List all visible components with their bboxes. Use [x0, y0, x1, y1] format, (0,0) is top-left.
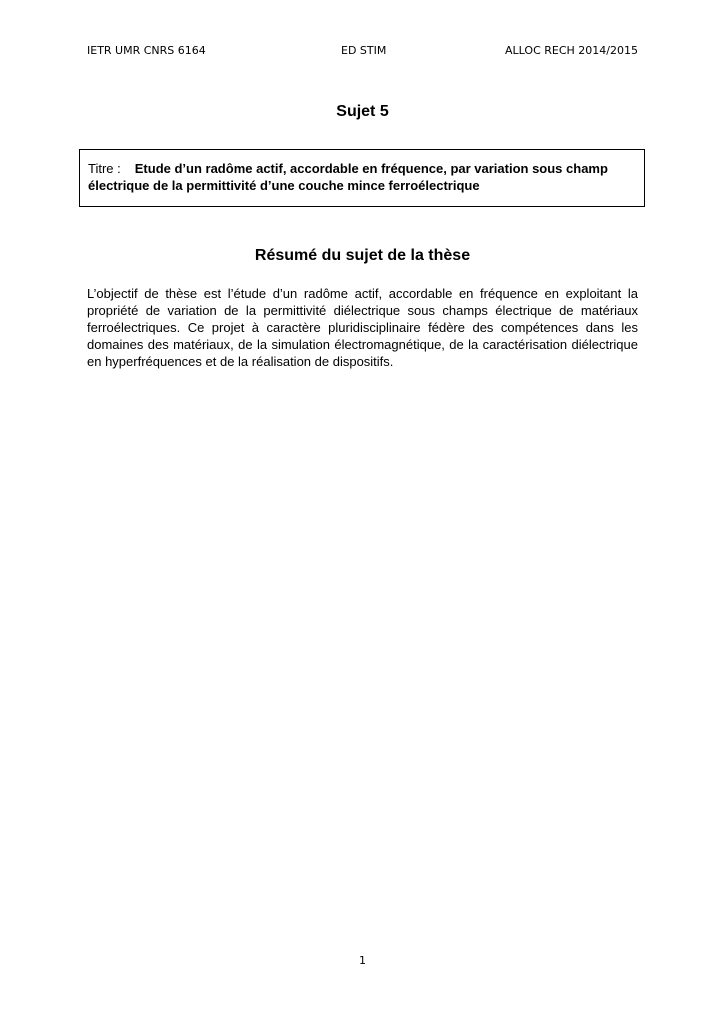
page-header	[87, 44, 638, 60]
thesis-summary-paragraph: L’objectif de thèse est l’étude d’un radôme actif, accordable en fréquence en exploitant la propriété de variation de la permittivité diélectrique sous champs électrique de matériaux ferroélectriques. Ce projet à caractère pluridisciplinaire fédère des compétences dans les domaines des matériaux, de la simulation électromagnétique, de la caractérisation diélectrique en hyperfréquences et de la réalisation de dispositifs.	[87, 286, 638, 369]
header-allocation-year: ALLOC RECH 2014/2015	[505, 44, 638, 57]
header-doctoral-school: ED STIM	[341, 44, 387, 57]
summary-heading: Résumé du sujet de la thèse	[254, 247, 471, 264]
page-number: 1	[359, 954, 366, 967]
thesis-title-label: Titre :	[88, 161, 121, 176]
thesis-title-text: Etude d’un radôme actif, accordable en fréquence, par variation sous champ électrique de la permittivité d’une couche mince ferroélectrique	[88, 161, 608, 193]
subject-title: Sujet 5	[336, 103, 389, 120]
thesis-title-box	[79, 149, 645, 207]
header-laboratory: IETR UMR CNRS 6164	[87, 44, 206, 57]
